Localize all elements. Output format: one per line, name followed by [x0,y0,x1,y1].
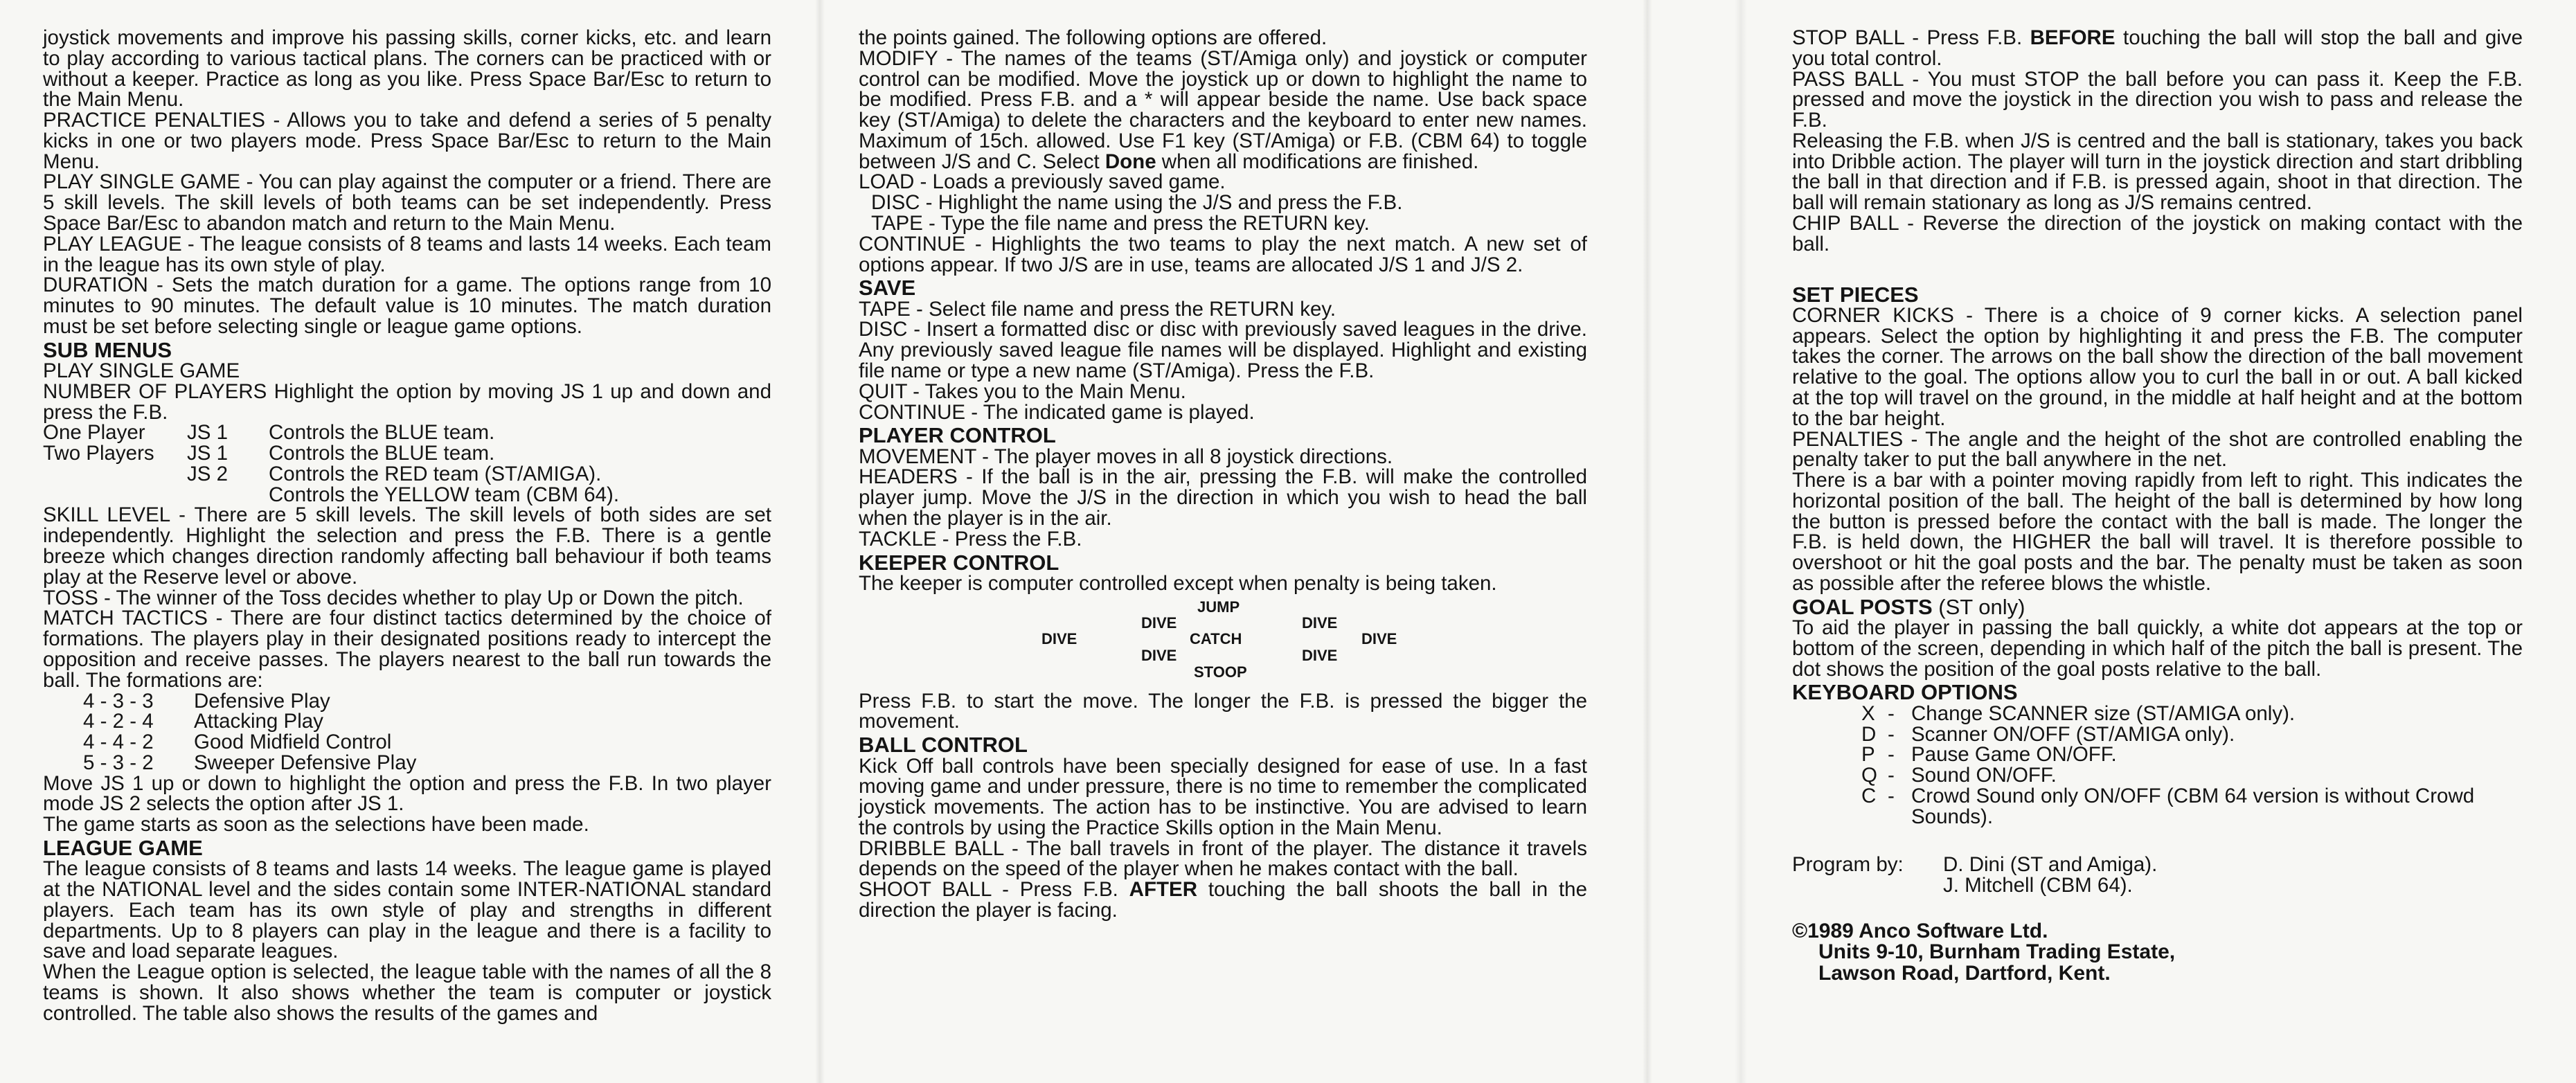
diagram-dive: DIVE [1302,614,1338,632]
diagram-dive: DIVE [1141,646,1177,664]
paragraph: The keeper is computer controlled except when penalty is being taken. [859,571,1497,595]
credit-name: J. Mitchell (CBM 64). [1943,874,2133,897]
section-heading-save: SAVE [859,276,916,301]
paragraph [1792,28,2523,69]
key-letter: Q [1861,764,1877,787]
formation-row [43,691,771,712]
program-credits [1792,854,2523,896]
paragraph: Move JS 1 up or down to highlight the option and press the F.B. In two player mode JS 2 selects the option after JS 1. [43,771,771,816]
paragraph: PLAY LEAGUE - The league consists of 8 teams and lasts 14 weeks. Each team in the league has its own style of play. [43,232,771,276]
players-row [43,485,771,505]
formation-code: 5 - 3 - 2 [83,751,154,774]
key-letter: P [1861,743,1875,767]
keeper-diagram [859,597,1587,687]
paragraph: MATCH TACTICS - There are four distinct tactics determined by the choice of formations. The players play in their designated positions ready to intercept the opposition and receive passes. The players nearest to the ball run towards the ball. The formations are: [43,607,771,692]
paragraph: CONTINUE - Highlights the two teams to play the next match. A new set of options appear. If two J/S are in use, teams are allocated J/S 1 and J/S 2. [859,232,1587,276]
paragraph: NUMBER OF PLAYERS Highlight the option by moving JS 1 up and down and press the F.B. [43,379,771,424]
key-desc: Scanner ON/OFF (ST/AMIGA only). [1911,722,2235,746]
keyboard-option [1792,701,2523,725]
players-js: JS 1 [187,442,229,465]
diagram-dive: DIVE [1302,646,1338,664]
goal-posts-note: (ST only) [1932,594,2025,619]
players-desc: Controls the BLUE team. [269,442,495,465]
players-mode [43,464,187,485]
formation-code: 4 - 4 - 2 [83,731,154,754]
paragraph: TAPE - Type the file name and press the RETURN key. [871,212,1370,235]
diagram-catch: CATCH [1190,629,1242,647]
paragraph: When the League option is selected, the league table with the names of all the 8 teams is shown. It also shows whether the team is computer or joystick controlled. The table also shows the results of the games and [43,960,771,1025]
diagram-jump: JUMP [1197,598,1240,616]
formations-list [43,691,771,773]
diagram-dive: DIVE [1141,614,1177,632]
players-row [43,464,771,485]
paragraph: QUIT - Takes you to the Main Menu. [859,379,1186,403]
paragraph: TOSS - The winner of the Toss decides whether to play Up or Down the pitch. [43,586,744,609]
diagram-dive: DIVE [1361,629,1397,647]
page-fold-left [815,0,825,1083]
keyboard-options-list [1792,701,2523,828]
paragraph: TAPE - Select file name and press the RETURN key. [859,297,1336,321]
diagram-dive: DIVE [1041,629,1077,647]
key-desc: Change SCANNER size (ST/AMIGA only). [1911,701,2296,725]
players-mode [43,485,187,505]
paragraph: TACKLE - Press the F.B. [859,527,1082,551]
paragraph: CONTINUE - The indicated game is played. [859,400,1255,424]
paragraph: Releasing the F.B. when J/S is centred and the ball is stationary, takes you back into Dribble action. The player will turn in the joystick direction and start dribbling the ball in that direction and if F.B. is pressed again, shoot in that direction. The ball will remain stationary as long as J/S remains centred. [1792,129,2523,215]
players-js [187,485,269,505]
players-mode: Two Players [43,442,154,465]
paragraph: CHIP BALL - Reverse the direction of the joystick on making contact with the ball. [1792,212,2523,256]
credit-name: D. Dini (ST and Amiga). [1943,853,2158,877]
players-mode: One Player [43,421,145,445]
copyright-line: ©1989 Anco Software Ltd. [1792,920,2048,943]
section-heading-player-control: PLAYER CONTROL [859,423,1056,448]
paragraph: HEADERS - If the ball is in the air, pressing the F.B. will make the controlled player jump. Move the J/S in the direction in which you wish to head the ball when the player is in the air. [859,465,1587,530]
paragraph: DISC - Insert a formatted disc or disc with previously saved leagues in the drive. Any previously saved league file names will be displayed. Highlight and existing file name or type a new name (ST/Amiga). Press the F.B. [859,318,1587,383]
players-table [43,422,771,505]
key-letter: C [1861,784,1877,807]
paragraph: LOAD - Loads a previously saved game. [859,170,1226,194]
players-row [43,443,771,464]
paragraph: MOVEMENT - The player moves in all 8 joystick directions. [859,445,1393,468]
keyboard-option [1792,744,2523,765]
section-heading-keeper-control: KEEPER CONTROL [859,550,1059,575]
section-heading-goal-posts [1792,596,2523,618]
section-heading-sub-menus: SUB MENUS [43,337,172,362]
page-fold-right-edge [1735,0,1747,1083]
before-bold: BEFORE [2030,26,2116,49]
formation-desc: Sweeper Defensive Play [194,751,417,774]
key-letter: X [1861,701,1875,725]
formation-desc: Attacking Play [194,710,323,733]
column-2 [859,28,1587,921]
column-1 [43,28,771,1024]
key-desc: Pause Game ON/OFF. [1911,743,2117,767]
paragraph: PLAY SINGLE GAME - You can play against the computer or a friend. There are 5 skill levels. The skill levels of both teams can be set independently. Press Space Bar/Esc to abandon match and return to the Main Menu. [43,170,771,235]
diagram-stoop: STOOP [1194,663,1247,681]
goal-posts-title: GOAL POSTS [1792,594,1933,619]
paragraph: The league consists of 8 teams and lasts 14 weeks. The league game is played at the NATIONAL level and the sides contain some INTER-NATIONAL standard players. Each team has its own style of play and strengths in different departments. Up to 8 players can play in the league and there is a facility to save and load separate leagues. [43,857,771,963]
formation-row [43,732,771,753]
key-dash: - [1888,722,1895,746]
paragraph: Press F.B. to start the move. The longer the F.B. is pressed the bigger the movement. [859,689,1587,733]
page-fold-right [1643,0,1652,1083]
key-dash: - [1888,701,1895,725]
credit-row [1792,854,2523,875]
paragraph: PRACTICE PENALTIES - Allows you to take and defend a series of 5 penalty kicks in one or two players mode. Press Space Bar/Esc to return to the Main Menu. [43,109,771,173]
address-line: Units 9-10, Burnham Trading Estate, [1818,940,2176,964]
key-dash: - [1888,784,1895,807]
paragraph: There is a bar with a pointer moving rapidly from left to right. This indicates the horizontal position of the ball. The height of the ball is determined by how long the button is pressed before the contact with the ball is made. The longer the F.B. is held down, the HIGHER the ball will travel. It is therefore possible to overshoot or hit the goal posts and the bar. The penalty must be taken as soon as possible after the referee blows the whistle. [1792,469,2523,596]
key-desc: Sound ON/OFF. [1911,764,2057,787]
paragraph: joystick movements and improve his passing skills, corner kicks, etc. and learn to play according to various tactical plans. The corners can be practiced with or without a keeper. Practice as long as you like. Press Space Bar/Esc to return to the Main Menu. [43,26,771,111]
paragraph: The game starts as soon as the selections have been made. [43,813,589,836]
paragraph: Kick Off ball controls have been specially designed for ease of use. In a fast moving game and under pressure, there is no time to remember the complicated joystick movements. The action has to be instinctive. You are advised to learn the controls by using the Practice Skills option in the Main Menu. [859,754,1587,839]
players-desc: Controls the YELLOW team (CBM 64). [269,483,620,506]
stop-text: STOP BALL - Press F.B. [1792,26,2030,49]
paragraph: PENALTIES - The angle and the height of the shot are controlled enabling the penalty taker to put the ball anywhere in the net. [1792,427,2523,472]
key-desc: Crowd Sound only ON/OFF (CBM 64 version is without Crowd Sounds). [1911,784,2475,828]
column-3 [1792,28,2523,984]
key-dash: - [1888,743,1895,767]
keyboard-option [1792,786,2523,827]
players-desc: Controls the BLUE team. [269,421,495,445]
formation-code: 4 - 2 - 4 [83,710,154,733]
paragraph: SKILL LEVEL - There are 5 skill levels. The skill levels of both sides are set independently. Highlight the selection and press the F.B. There is a gentle breeze which changes direction randomly affecting ball behaviour if both teams play at the Reserve level or above. [43,503,771,589]
players-desc: Controls the RED team (ST/AMIGA). [269,462,602,485]
section-heading-ball-control: BALL CONTROL [859,733,1028,758]
paragraph: PASS BALL - You must STOP the ball before you can pass it. Keep the F.B. pressed and move the joystick in the direction you wish to pass and release the F.B. [1792,67,2523,132]
stop-tail: touching the ball will stop the ball and give you total control. [1792,26,2523,70]
formation-desc: Defensive Play [194,689,330,713]
keyboard-option [1792,724,2523,745]
section-heading-keyboard-options: KEYBOARD OPTIONS [1792,680,2018,705]
keyboard-option [1792,765,2523,786]
key-letter: D [1861,722,1877,746]
paragraph: PLAY SINGLE GAME [43,359,240,383]
formation-code: 4 - 3 - 3 [83,689,154,713]
copyright-block [1792,921,2523,984]
key-dash: - [1888,764,1895,787]
paragraph: To aid the player in passing the ball quickly, a white dot appears at the top or bottom of the screen, depending in which half of the pitch the ball is present. The dot shows the position of the goal posts relative to the ball. [1792,616,2523,681]
shoot-text: SHOOT BALL - Press F.B. [859,878,1129,902]
address-line: Lawson Road, Dartford, Kent. [1818,961,2111,985]
paragraph: DURATION - Sets the match duration for a game. The options range from 10 minutes to 90 minutes. The default value is 10 minutes. The match duration must be set before selecting single or league game options. [43,274,771,338]
after-bold: AFTER [1129,878,1197,902]
paragraph: the points gained. The following options are offered. [859,26,1327,49]
modify-text: MODIFY - The names of the teams (ST/Amiga only) and joystick or computer control can be modified. Move the joystick up or down to highlight the name to be modified. Press F.B. and a * will appear beside the name. Use back space key (ST/Amiga) to delete the characters and the keyboard to enter new names. Maximum of 15ch. allowed. Use F1 key (ST/Amiga) or F.B. (CBM 64) to toggle between J/S and C. Select [859,46,1587,173]
players-js: JS 1 [187,421,229,445]
players-row [43,422,771,443]
credit-label: Program by: [1792,853,1904,877]
paragraph: CORNER KICKS - There is a choice of 9 corner kicks. A selection panel appears. Select the option by highlighting it and press the F.B. The computer takes the corner. The arrows on the ball show the direction of the ball movement relative to the goal. The options allow you to curl the ball in or out. A ball kicked at the top will travel on the ground, in the middle at half height and at the bottom to the bar height. [1792,303,2523,430]
formation-row [43,711,771,732]
shoot-tail: touching the ball shoots the ball in the direction the player is facing. [859,878,1587,922]
players-js: JS 2 [187,462,229,485]
credit-spacer [1792,875,1943,896]
paragraph [859,879,1587,921]
paragraph: DRIBBLE BALL - The ball travels in front of the player. The distance it travels depends on the speed of the player when he makes contact with the ball. [859,836,1587,881]
credit-row [1792,875,2523,896]
section-heading-set-pieces: SET PIECES [1792,282,1919,307]
formation-row [43,753,771,773]
paragraph [859,48,1587,172]
modify-tail: when all modifications are finished. [1156,150,1479,173]
formation-desc: Good Midfield Control [194,731,392,754]
paragraph: DISC - Highlight the name using the J/S and press the F.B. [871,191,1403,215]
done-bold: Done [1104,150,1156,173]
section-heading-league-game: LEAGUE GAME [43,835,203,860]
